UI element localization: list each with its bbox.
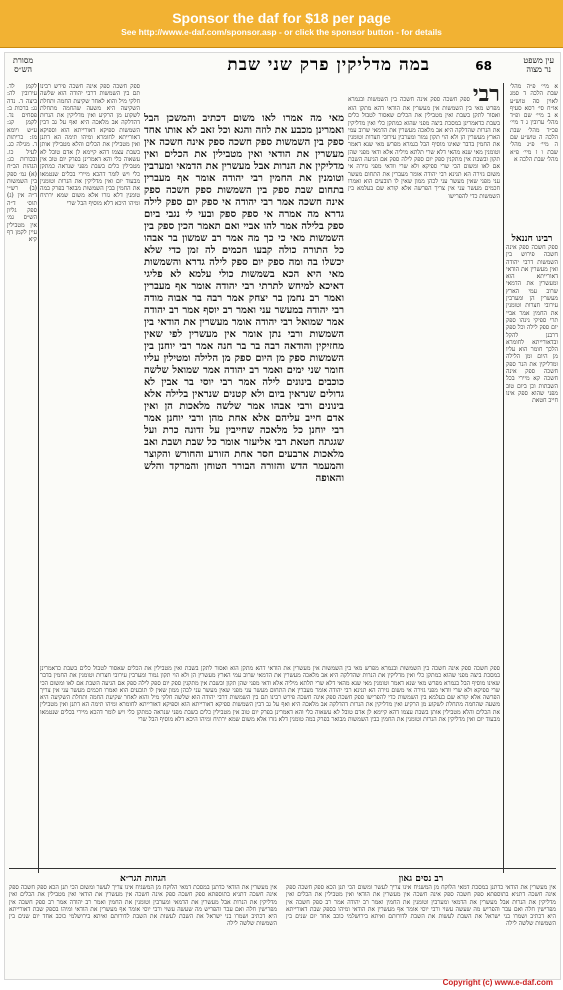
- bottom-notes-right: [286, 873, 556, 973]
- column-rule-right: [503, 83, 504, 873]
- lower-rashi-text: ספק חשכה ספק אינה חשכה בין השמשות ובגמרא מפרש מאי בין השמשות אין מעשרין את הודאי דהא מתקן הוא ואסור לתקן בשבת ואין מטבילין את הכלים שאסור לטבול כלים בשבת כדאמרינן במסכת ביצה מפני שהוא כמתקן כלי ואין מדליקין את הנרות שהדלקה היא אב מלאכה מעשרין את הדמאי שרוב עמי הארץ מעשרין הן ולא הוי תקון גמור ומערבין עירובי חצרות וטומנין את החמין בדבר שאינו מוסיף הבל בגמרא מפרש מאי שנא דאמר וטומנין מאי שנא מהאי דלא שרי תלתא מיליה אלא ודאי מפני שהן תקון ובשבת אין מתקנין ספק יום ספק לילה ספק אם הגיעה השבת אם לאו ומשום הכי שרי ספיקא ולא שרי וודאי מפני גזירה אי משום גזירה הא תנינא רבי יהודה אומר מעברין את התחום מעשר עני מפני שאין מעשר עני לכהן ממון שאין לו תובעים הוא ואמרו חכמים מעשר עני אין צריך הפרשה אלא קורא שם בעלמא בין השמשות כדי להפרישו: [40, 665, 500, 702]
- column-rule-left: [38, 83, 39, 873]
- sponsor-banner[interactable]: [0, 0, 563, 48]
- gra-heading: הגהות הגר״א: [119, 874, 166, 884]
- gra-text: אין מעשרין את הודאי כדתנן במסכת דמאי הלוקח מן המשגיח אינו צריך לעשר ומשום הכי תנן הכא ספק חשכה ספק אינה חשכה דתניא בתוספתא ספק חשכה ספק אינה חשכה אין מעשרין את הודאי ואין מטבילין את הכלים ואין מדליקין את הנרות אבל מעשרין את הדמאי ומערבין וטומנין את החמין ואמר רב יהודה אמר רב ספק חשכה אין מפרישין חלה ואם עבר והפריש מה שעשה עשוי ורבי יוסי אומר אף מעשרין את הודאי ומיהו בספק שבת דאורייתא היא דכתיב ושמרו בני ישראל את השבת לעשות את השבת לדורותם ואיתא בירושלמי כוכב אחד יום שנים בין השמשות שלשה לילה: [9, 884, 277, 928]
- mesorat-column: [7, 83, 37, 563]
- rabbenu-chananel-text: ספק חשכה ספק אינה חשכה פירוש בין השמשות דרבי יהודה ואין מעשרין את הודאי דאורייתא הוא ומעשרין את הדמאי שרוב עמי הארץ מעשרין הן ומערבין עירובי חצרות וטומנין את החמין אמר אביי תרי ספיקי נינהו ספק יום ספק לילה וכל ספק דרבנן להקל ובדאורייתא לחומרא הלכך חומר הוא עליו מן היום ומן הלילה ומדליקין את הנר ספק חשכה ספק אינה חשכה קא מיירי בכל השבתות וכן ביום טוב מפני שהוא ספק אינו חייב חטאת: [506, 244, 558, 405]
- tosafot-text: ספק חשכה ספק אינה חשכה פירש רבינו תם בין השמשות דרבי יהודה הוא שלשה חלקי מיל והוא לאחר שקיעת החמה ותחלת השקיעה היא משעה שהחמה מתחלת לשקוע מן הרקיע ואין מדליקין את הנרות דהדלקה אב מלאכה היא ואף על גב דבין השמשות ספיקא דאורייתא הוא וספיקא דאורייתא לחומרא ומיהו תימה הא דתנן ואין מטבילין את הכלים והלא מטבילין אותן בשבת עצמו דהא קיימא לן אדם טובל לא עשאוה כלי והא דאמרינן בפרק יום טוב אין מטבילין כלים בשבת מפני שנראה כמתקן כלי ויש לומר דהכא מיירי בכלים שנטמאו מבעוד יום ואין מדליקין את הנרות וטומנין את החמין בבין השמשות מבואר בפרק במה טומנין דלא גזרו אלא משום שמא ירתיח ומיהו היכא דלא מוסיף הבל שרי: [40, 83, 140, 207]
- nissim-gaon-text: אין מעשרין את הודאי כדתנן במסכת דמאי הלוקח מן המשגיח אינו צריך לעשר ומשום הכי תנן הכא ספק חשכה ספק אינה חשכה דתניא בתוספתא ספק חשכה ספק אינה חשכה אין מעשרין את הודאי ואין מטבילין את הכלים ואין מדליקין את הנרות אבל מעשרין את הדמאי ומערבין וטומנין את החמין ואמר רב יהודה אמר רב ספק חשכה אין מפרישין חלה ואם עבר והפריש מה שעשה עשוי ורבי יוסי אומר אף מעשרין את הודאי ומיהו בספק שבת דאורייתא היא דכתיב ושמרו בני ישראל את השבת לעשות את השבת לדורותם ואיתא בירושלמי כוכב אחד יום שנים בין השמשות שלשה לילה: [286, 884, 556, 928]
- bottom-rule: [9, 868, 556, 869]
- lower-tosafot-text: ספק חשכה ספק אינה חשכה פירש רבינו תם בין השמשות דרבי יהודה הוא שלשה חלקי מיל והוא לאחר שקיעת החמה ותחלת השקיעה היא משעה שהחמה מתחלת לשקוע מן הרקיע ואין מדליקין את הנרות דהדלקה אב מלאכה היא ואף על גב דבין השמשות ספיקא דאורייתא הוא וספיקא דאורייתא לחומרא ומיהו תימה הא דתנן ואין מטבילין את הכלים והלא מטבילין אותן בשבת עצמו דהא קיימא לן אדם טובל לא עשאוה כלי והא דאמרינן בפרק יום טוב אין מטבילין כלים בשבת מפני שנראה כמתקן כלי ויש לומר דהכא מיירי בכלים שנטמאו מבעוד יום ואין מדליקין את הנרות וטומנין את החמין בבין השמשות מבואר בפרק במה טומנין דלא גזרו אלא משום שמא ירתיח ומיהו היכא דלא מוסיף הבל שרי: [40, 694, 500, 724]
- sponsor-title[interactable]: Sponsor the daf for $18 per page: [172, 10, 391, 26]
- page-header: [5, 53, 560, 81]
- copyright-footer[interactable]: [0, 978, 563, 990]
- nissim-gaon-heading: רב נסים גאון: [398, 874, 444, 884]
- talmud-page: [4, 52, 561, 980]
- rashi-column: [348, 83, 500, 638]
- ein-mishpat-column: [510, 83, 558, 243]
- page-number: 68: [475, 59, 492, 73]
- mesorat-text: לקמן לד. עירובין לה: ביצה ד. נדה נג: ברכות ב: פסחים נד. לקמן קנ: ע״ש ויומא מז: כריתות ד. מגילה כג. לעיל כו. ובכורות כג: הגהות הב״ח (א) גמ׳ ספק בין השמשות (ב) רש״י ד״ה אין (ג) תוס׳ ד״ה ספק גליון הש״ס גמ׳ אין מטבילין עיין לקמן דף קיא: [7, 83, 37, 244]
- running-title: במה מדליקין פרק שני שבת: [227, 55, 430, 75]
- gemara-text: מאי מה אמרו לאו משום דכתיב והמשכן הבל ואמרינן מכבע את לוזה והגא וכל זאב לא אותו אחד ספק בין השמשות ספק חשכה ספק אינה חשכה אין מעשרין את הודאי ואין מטבילין את הכלים ואין מדליקין את הנרות אבל מעשרין את הדמאי ומערבין וטומנין את החמין רבי יהודה אומר אף מעברין בתחום שבת ספק בין השמשות ספק חשכה ספק אינה חשכה אמר רבי יהודה אי ספק יום ספק לילה גדרא מה אמרה אי ספק ספק ובעי לי נגבי ביום ספק בלילה אמר להו אביי ואם תאמר הכין ספק בין השמשות מאי כי כך מה אמר רב שמשון בר אבהו כל התורה כולה קבעו חכמים לה זמן כדי שלא יכשלו בה ומה ספק יום ספק לילה גדרא והשמשות מאי היא הכא בשמשות כולי עלמא לא פליגי דאיכא למיחש לתרתי רבי יהודה אומר אף מעברין ואמר רב נחמן בר יצחק אמר רבה בר אבוה מודה רבי יהודה במעשר עני ואמר רב יוסף אמר רב יהודה אמר שמואל רבי יהודה אומר מעשרין את הודאי בין השמשות ורבי נתן אומר אין מעשרין לפי שאין מחזיקין והודאה רבה בר בר חנה אמר רבי יוחנן בין השמשות ספק מן היום ספק מן הלילה ומטילין עליו חומר שני ימים ואמר רב יהודה אמר שמואל שלשה כוכבים בינונים לילה אמר רבי יוסי בר אבין לא גדולים שנראין ביום ולא קטנים שנראין בלילה אלא בינונים ורבי אבהו אמר שלשה מלאכות הן ואין אדם חייב עליהם אלא אחת מהן ורבי יוחנן אמר רבי יוחנן כל מלאכה שחייבין על זדונה כרת ועל שגגתה חטאת רבי אליעזר אומר כל שבת ושבת ואב מלאכות ארבעים חסר אחת הזורע והחורש והקוצר והמעמר הדש והזורה הבורר הטוחן והמרקד והלש והאופה: [144, 113, 344, 484]
- ein-mishpat-text: א מיי׳ פ״ה מהל׳ שבת הלכה ד סמג לאוין סה טוש״ע או״ח סי׳ רסא סעיף א ב מיי׳ שם ופ״ד מהל׳ ערובין ג ד מיי׳ פכ״ד מהל׳ שבת הלכה ה טוש״ע שם ה מיי׳ פ״ג מהל׳ שבת ו ז מיי׳ פ״א מהל׳ שבת הלכה א: [510, 83, 558, 163]
- rashi-body: ספק חשכה ספק אינה חשכה בין השמשות ובגמרא מפרש מאי בין השמשות אין מעשרין את הודאי דהא מתקן הוא ואסור לתקן בשבת ואין מטבילין את הכלים שאסור לטבול כלים בשבת כדאמרינן במסכת ביצה מפני שהוא כמתקן כלי ואין מדליקין את הנרות שהדלקה היא אב מלאכה מעשרין את הדמאי שרוב עמי הארץ מעשרין הן ולא הוי תקון גמור ומערבין עירובי חצרות וטומנין את החמין בדבר שאינו מוסיף הבל בגמרא מפרש מאי שנא דאמר וטומנין מאי שנא מהאי דלא שרי תלתא מיליה אלא ודאי מפני שהן תקון ובשבת אין מתקנין ספק יום ספק לילה ספק אם הגיעה השבת אם לאו ומשום הכי שרי ספיקא ולא שרי וודאי מפני גזירה אי משום גזירה הא תנינא רבי יהודה אומר מעברין את התחום מעשר עני מפני שאין מעשר עני לכהן ממון שאין לו תובעים הוא ואמרו חכמים מעשר עני אין צריך הפרשה אלא קורא שם בעלמא בין השמשות כדי להפרישו: [348, 96, 500, 200]
- bottom-notes-left: [9, 873, 277, 973]
- lower-commentary-band: [40, 665, 500, 865]
- sponsor-subtitle[interactable]: See http://www.e-daf.com/sponsor.asp - or click the sponsor button - for details: [121, 27, 442, 37]
- copyright-link[interactable]: Copyright (c) www.e-daf.com: [442, 978, 553, 987]
- rashi-text: [348, 83, 500, 200]
- tosafot-column: [40, 83, 140, 663]
- mesorat-heading: מסורת הש״ס: [13, 56, 34, 74]
- rabbenu-chananel-heading: רבינו חננאל: [511, 234, 553, 244]
- gemara-column: [144, 113, 344, 661]
- ein-mishpat-heading: עין משפט נר מצוה: [523, 56, 554, 74]
- rabbenu-chananel-column: [506, 233, 558, 863]
- rashi-opening-word: רבי: [472, 83, 500, 107]
